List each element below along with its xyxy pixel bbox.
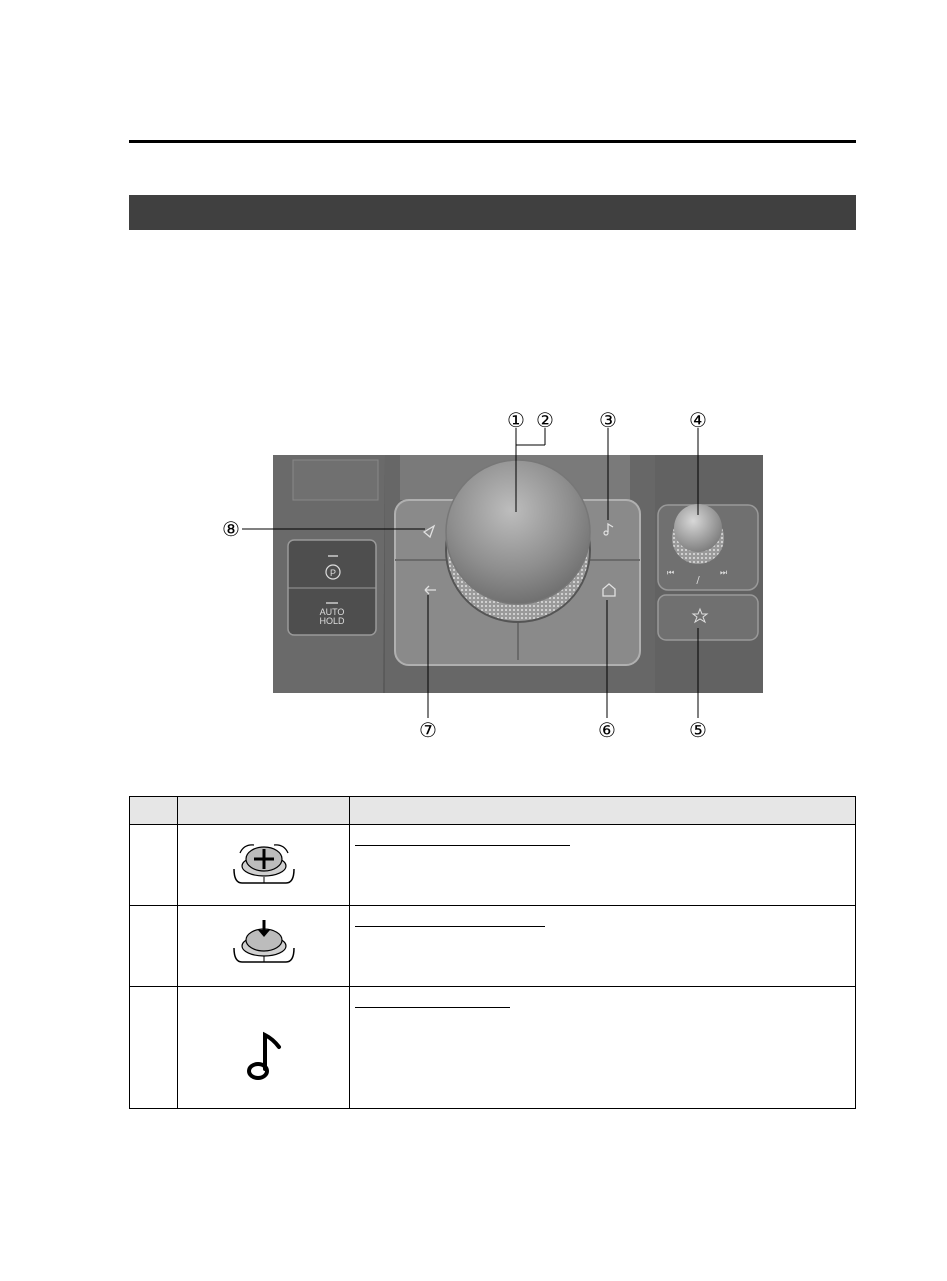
- auto-hold-label-1: AUTO: [319, 607, 345, 617]
- header-no: [130, 797, 178, 825]
- table-row: [130, 825, 856, 906]
- track-next-icon: ⏭: [720, 568, 728, 577]
- table-header-row: [130, 797, 856, 825]
- commander-switch-figure: [200, 400, 780, 745]
- description-cell: [350, 906, 856, 987]
- row-number-cell: [130, 906, 178, 987]
- music-note-icon: [239, 1025, 289, 1085]
- commander-knob: [446, 460, 590, 604]
- icon-cell: [178, 825, 350, 906]
- rotate-commander-knob-icon: [228, 839, 300, 889]
- press-commander-knob-icon: [228, 918, 300, 968]
- auto-hold-label-2: HOLD: [319, 616, 345, 626]
- table-row: [130, 906, 856, 987]
- callout-8: ⑧: [222, 517, 240, 541]
- callout-2: ②: [536, 408, 554, 432]
- row-number-cell: [130, 825, 178, 906]
- callout-1: ①: [507, 408, 525, 432]
- description-heading-rule: [355, 926, 545, 927]
- icon-cell: [178, 906, 350, 987]
- description-heading-rule: [355, 1007, 510, 1008]
- row-number-cell: [130, 987, 178, 1109]
- section-header-bar: [129, 195, 856, 230]
- description-cell: [350, 825, 856, 906]
- operation-table: [129, 796, 856, 1109]
- callout-7: ⑦: [419, 718, 437, 742]
- description-cell: [350, 987, 856, 1109]
- mute-power-label: /: [696, 575, 700, 586]
- table-row: [130, 987, 856, 1109]
- description-heading-rule: [355, 845, 570, 846]
- header-description: [350, 797, 856, 825]
- callout-5: ⑤: [689, 718, 707, 742]
- top-rule: [129, 140, 856, 143]
- callout-4: ④: [689, 408, 707, 432]
- callout-6: ⑥: [598, 718, 616, 742]
- track-prev-icon: ⏮: [667, 568, 675, 577]
- icon-cell: [178, 987, 350, 1109]
- header-icon: [178, 797, 350, 825]
- callout-3: ③: [599, 408, 617, 432]
- parking-brake-label: P: [329, 568, 337, 578]
